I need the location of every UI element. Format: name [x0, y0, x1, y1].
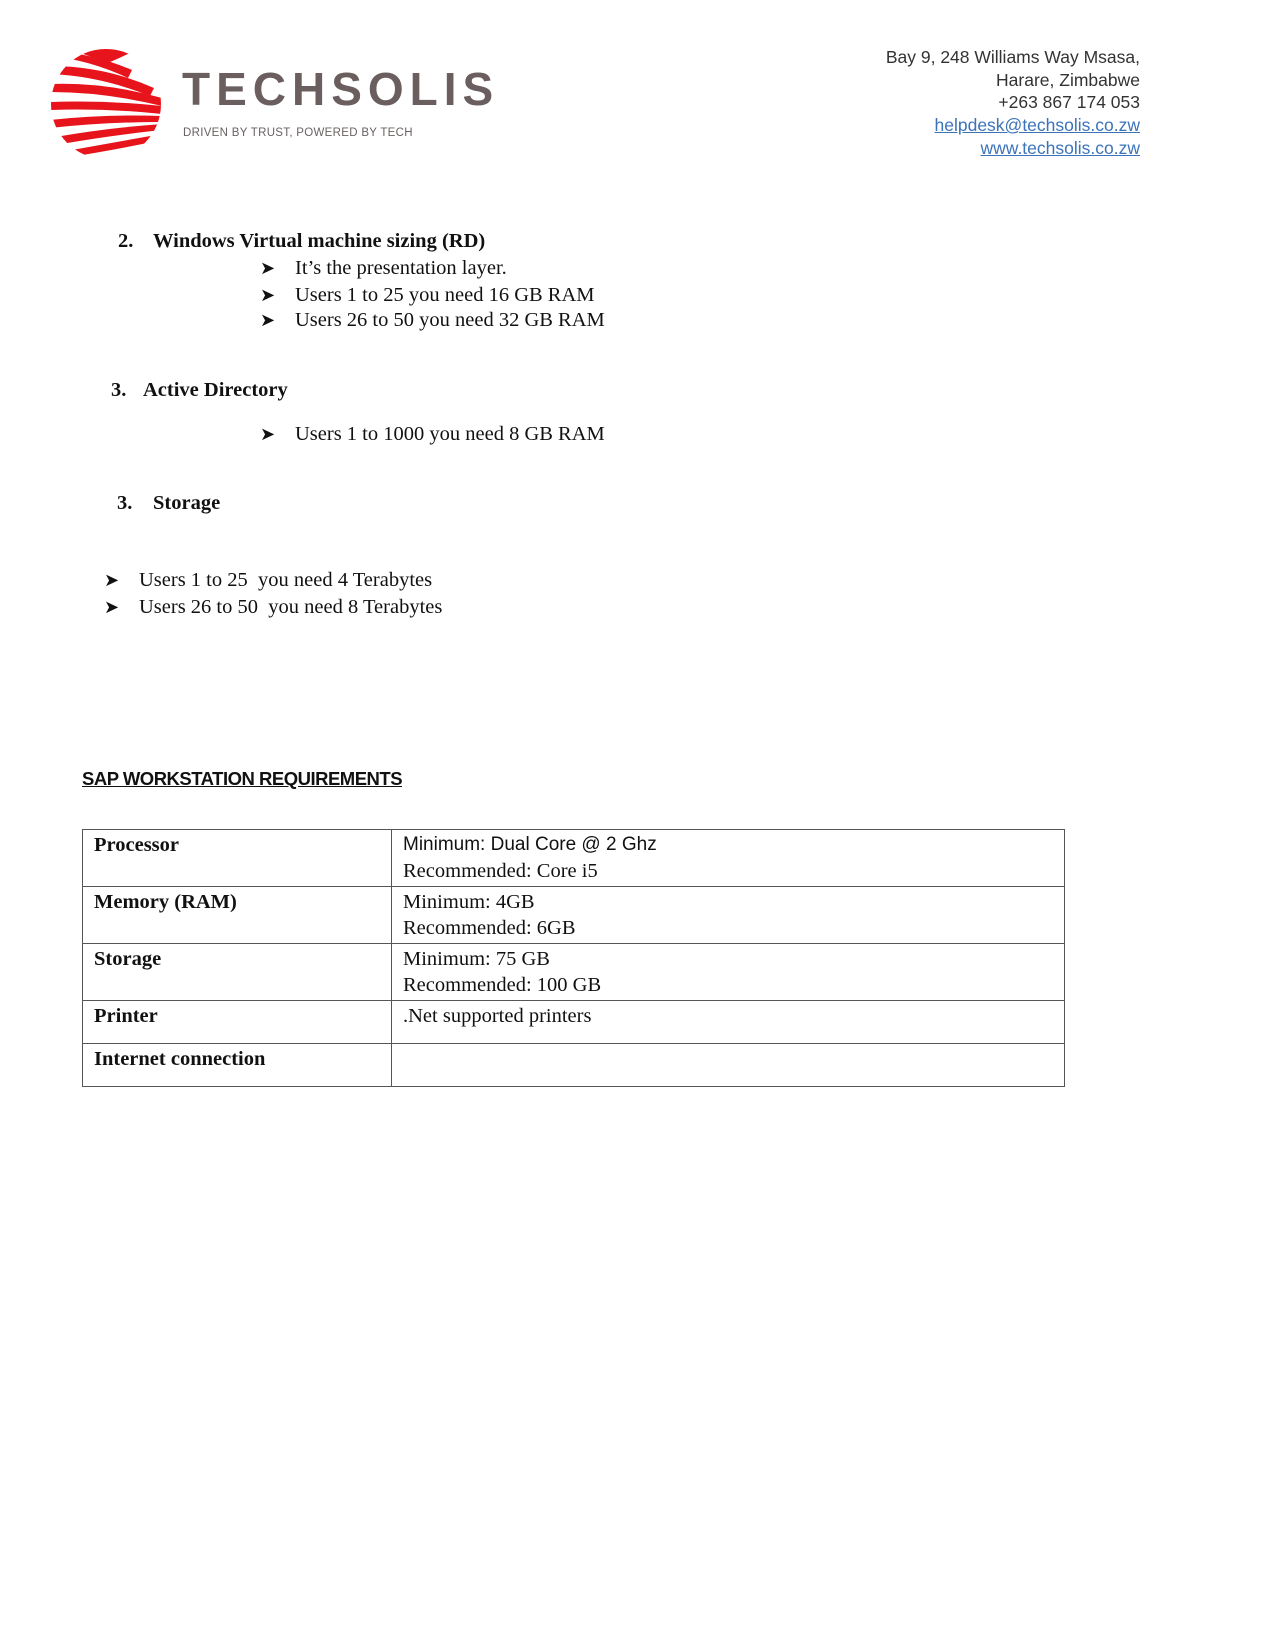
list-item: Users 26 to 50 you need 8 Terabytes: [139, 596, 443, 618]
table-row: [83, 887, 1065, 944]
brand-tagline: DRIVEN BY TRUST, POWERED BY TECH: [183, 127, 413, 139]
table-row: [83, 944, 1065, 1001]
requirement-minimum: .Net supported printers: [403, 1005, 592, 1027]
sap-requirements-heading: SAP WORKSTATION REQUIREMENTS: [82, 768, 403, 789]
section-title: Windows Virtual machine sizing (RD): [153, 230, 486, 252]
arrowhead-bullet-icon: ➤: [260, 424, 276, 445]
requirement-minimum: Minimum: 75 GB: [403, 948, 550, 970]
arrowhead-bullet-icon: ➤: [260, 310, 276, 331]
requirement-label: Memory (RAM): [83, 887, 392, 944]
phone-number: +263 867 174 053: [998, 92, 1140, 113]
section-title: Active Directory: [143, 379, 288, 401]
requirement-minimum: Minimum: Dual Core @ 2 Ghz: [403, 834, 657, 855]
email-link[interactable]: helpdesk@techsolis.co.zw: [934, 115, 1140, 136]
requirement-value: [392, 830, 1065, 887]
logo-sphere-icon: [50, 48, 162, 160]
requirement-label: Printer: [83, 1001, 392, 1044]
address-line-2: Harare, Zimbabwe: [996, 69, 1140, 90]
company-contact-block: [886, 46, 1140, 160]
arrowhead-bullet-icon: ➤: [260, 258, 276, 279]
requirement-recommended: Recommended: 6GB: [403, 917, 576, 939]
requirement-minimum: Minimum: 4GB: [403, 891, 535, 913]
brand-name: TECHSOLIS: [182, 63, 500, 115]
address-line-1: Bay 9, 248 Williams Way Msasa,: [885, 47, 1140, 67]
list-item: It’s the presentation layer.: [295, 257, 507, 279]
requirement-recommended: Recommended: Core i5: [403, 860, 598, 882]
list-item: Users 26 to 50 you need 32 GB RAM: [295, 309, 605, 331]
table-row: [83, 1044, 1065, 1087]
requirement-value: [392, 1001, 1065, 1044]
arrowhead-bullet-icon: ➤: [260, 285, 276, 306]
requirement-label: Internet connection: [83, 1044, 392, 1087]
table-row: [83, 1001, 1065, 1044]
requirement-recommended: Recommended: 100 GB: [403, 974, 602, 996]
list-item: Users 1 to 25 you need 4 Terabytes: [139, 569, 433, 591]
requirement-label: Storage: [83, 944, 392, 1001]
section-title: Storage: [153, 492, 221, 514]
section-number: 3.: [117, 492, 133, 514]
list-item: Users 1 to 25 you need 16 GB RAM: [295, 284, 595, 306]
arrowhead-bullet-icon: ➤: [104, 597, 120, 618]
requirement-value: [392, 1044, 1065, 1087]
table-row: [83, 830, 1065, 887]
arrowhead-bullet-icon: ➤: [104, 570, 120, 591]
requirement-value: [392, 887, 1065, 944]
section-number: 3.: [111, 379, 127, 401]
list-item: Users 1 to 1000 you need 8 GB RAM: [295, 423, 605, 445]
sap-requirements-table: [82, 829, 1065, 1087]
requirement-label: Processor: [83, 830, 392, 887]
website-link[interactable]: www.techsolis.co.zw: [980, 137, 1140, 158]
requirement-value: [392, 944, 1065, 1001]
section-number: 2.: [118, 230, 134, 252]
